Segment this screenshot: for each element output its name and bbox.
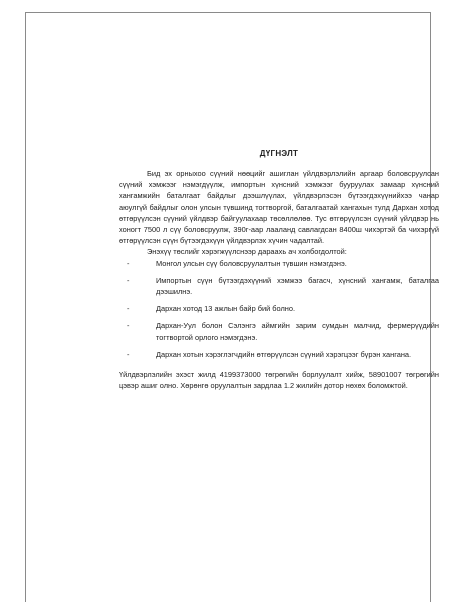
list-item	[119, 349, 439, 360]
document-body	[119, 148, 439, 391]
list-item	[119, 320, 439, 342]
document-title: ДҮГНЭЛТ	[259, 149, 299, 158]
list-dash: -	[127, 258, 130, 268]
list-dash: -	[127, 349, 130, 359]
list-item	[119, 275, 439, 297]
conclusion-list	[119, 258, 439, 360]
list-dash: -	[127, 275, 130, 285]
list-item-text: Импортын сүүн бүтээгдэхүүний хэмжээ багасч, хүнсний хангамж, баталгаа дээшилнэ.	[156, 275, 439, 297]
document-page	[25, 12, 439, 602]
list-item-text: Монгол улсын сүү боловсруулалтын түвшин нэмэгдэнэ.	[156, 258, 347, 268]
list-item-text: Дархан хотод 13 ажлын байр бий болно.	[156, 304, 296, 314]
list-item-text: Дархан-Уул болон Сэлэнгэ аймгийн зарим сумдын малчид, фермерүүдийн тогтвортой орлого нэмэгдэнэ.	[156, 321, 439, 342]
list-lead-text: Энэхүү төслийг хэрэгжүүлснээр дараахь ач холбогдолтой:	[147, 247, 347, 257]
paragraph-financial: Үйлдвэрлэлийн эхэст жилд 4199373000 төгрөгийн борлуулалт хийж, 58901007 төгрөгийн цэвэр ашиг олно. Хөрөнгө оруулалтын зардлаа 1.2 жилийн дотор нөхөх боломжтой.	[119, 370, 439, 391]
list-item	[119, 258, 439, 269]
list-item	[119, 303, 439, 314]
paragraph-intro: Бид эх орныхоо сүүний нөөцийг ашиглан үйлдвэрлэлийн аргаар боловсруулсан сүүний хэмжээг нэмэгдүүлж, импортын хүнсний хэмжээг бууруулах замаар хүнсний хангамжийн баталгаат байдлыг дээшлүүлах, үйлдвэрлэсэн бүтээгдэхүүнийхээ чанар аюулгүй байдлыг олон улсын түвшинд тогтворгой, баталгаатай хангахын тулд Дархан хотод өтгөрүүлсэн сүүний үйлдвэр байгуулахаар төсөллөлөө. Тус өтгөрүүлсэн сүүний үйлдвэр нь хоногт 7500 л сүү боловсруулж, 390г-аар лааланд савлагдсан 8400ш чихэртэй ба чихэргүй өтгөрүүлсэн сүүн бүтээгдэхүүн үйлдвэрлэх хүчин чадалтай.	[119, 169, 439, 246]
list-dash: -	[127, 304, 130, 314]
list-item-text: Дархан хотын хэрэглэгчдийн өтгөрүүлсэн сүүний хэрэгцээг бүрэн хангана.	[156, 349, 412, 359]
list-dash: -	[127, 321, 130, 331]
